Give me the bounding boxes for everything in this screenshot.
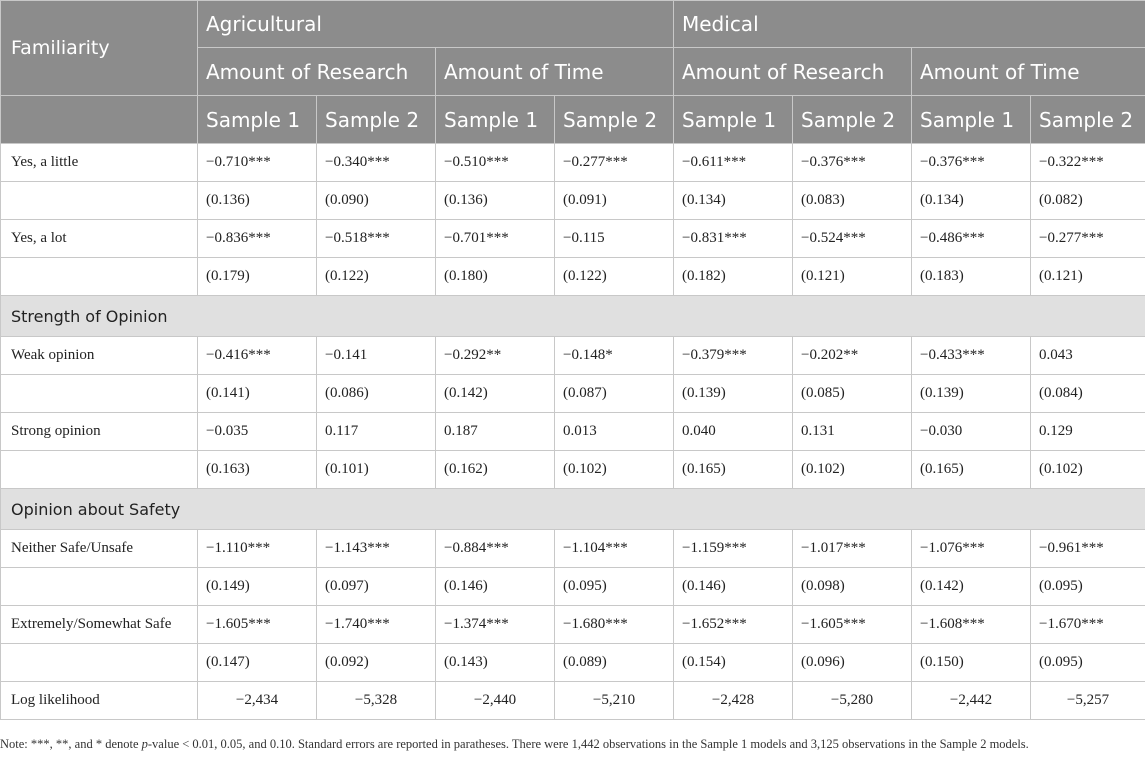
loglik-cell: −2,434 (198, 682, 317, 720)
table-row-se (1, 451, 1145, 489)
loglik-cell: −5,328 (317, 682, 436, 720)
estimate-cell: −1.076*** (912, 530, 1031, 568)
estimate-cell: −0.115 (555, 220, 674, 258)
header-sample: Sample 2 (317, 96, 436, 144)
estimate-cell: −0.831*** (674, 220, 793, 258)
estimate-cell: −0.884*** (436, 530, 555, 568)
estimate-cell: −1.605*** (198, 606, 317, 644)
row-label: Weak opinion (1, 337, 198, 375)
loglik-cell: −2,428 (674, 682, 793, 720)
note-suffix: -value < 0.01, 0.05, and 0.10. Standard errors are reported in paratheses. There were 1,442 observations in the Sample 1 models and 3,125 observations in the Sample 2 models. (147, 737, 1029, 751)
row-label: Neither Safe/Unsafe (1, 530, 198, 568)
estimate-cell: −0.376*** (912, 144, 1031, 182)
se-cell: (0.082) (1031, 182, 1145, 220)
estimate-cell: −0.035 (198, 413, 317, 451)
estimate-cell: −0.510*** (436, 144, 555, 182)
estimate-cell: −0.340*** (317, 144, 436, 182)
table-note (0, 736, 1135, 752)
estimate-cell: −1.104*** (555, 530, 674, 568)
table-row-se (1, 182, 1145, 220)
se-cell: (0.165) (912, 451, 1031, 489)
estimate-cell: −0.277*** (1031, 220, 1145, 258)
estimate-cell: 0.043 (1031, 337, 1145, 375)
se-cell: (0.141) (198, 375, 317, 413)
note-prefix: Note: ***, **, and * denote (0, 737, 142, 751)
estimate-cell: −0.611*** (674, 144, 793, 182)
estimate-cell: −1.670*** (1031, 606, 1145, 644)
loglik-cell: −2,440 (436, 682, 555, 720)
se-cell: (0.122) (317, 258, 436, 296)
se-cell: (0.122) (555, 258, 674, 296)
header-familiarity: Familiarity (1, 1, 198, 96)
se-cell: (0.084) (1031, 375, 1145, 413)
row-label: Yes, a little (1, 144, 198, 182)
estimate-cell: −0.701*** (436, 220, 555, 258)
se-cell: (0.183) (912, 258, 1031, 296)
section-row-strength (1, 296, 1145, 337)
table-row-estimate (1, 530, 1145, 568)
estimate-cell: −0.486*** (912, 220, 1031, 258)
se-cell: (0.143) (436, 644, 555, 682)
table-row-estimate (1, 337, 1145, 375)
se-cell: (0.098) (793, 568, 912, 606)
note-p-italic: p (141, 737, 148, 751)
se-cell: (0.121) (1031, 258, 1145, 296)
estimate-cell: −0.379*** (674, 337, 793, 375)
estimate-cell: −1.652*** (674, 606, 793, 644)
se-cell: (0.142) (436, 375, 555, 413)
estimate-cell: −0.292** (436, 337, 555, 375)
se-cell: (0.121) (793, 258, 912, 296)
estimate-cell: 0.117 (317, 413, 436, 451)
row-label-empty (1, 644, 198, 682)
estimate-cell: −1.374*** (436, 606, 555, 644)
estimate-cell: −0.376*** (793, 144, 912, 182)
estimate-cell: 0.040 (674, 413, 793, 451)
estimate-cell: −0.416*** (198, 337, 317, 375)
estimate-cell: 0.131 (793, 413, 912, 451)
se-cell: (0.089) (555, 644, 674, 682)
row-label: Strong opinion (1, 413, 198, 451)
header-ag-time: Amount of Time (436, 48, 674, 96)
estimate-cell: −0.322*** (1031, 144, 1145, 182)
se-cell: (0.154) (674, 644, 793, 682)
se-cell: (0.162) (436, 451, 555, 489)
se-cell: (0.102) (793, 451, 912, 489)
se-cell: (0.102) (555, 451, 674, 489)
section-row-safety (1, 489, 1145, 530)
header-sample: Sample 1 (436, 96, 555, 144)
header-sample: Sample 2 (793, 96, 912, 144)
se-cell: (0.136) (198, 182, 317, 220)
se-cell: (0.101) (317, 451, 436, 489)
loglik-cell: −5,210 (555, 682, 674, 720)
se-cell: (0.087) (555, 375, 674, 413)
se-cell: (0.095) (1031, 644, 1145, 682)
table-row-estimate (1, 220, 1145, 258)
estimate-cell: −1.608*** (912, 606, 1031, 644)
se-cell: (0.163) (198, 451, 317, 489)
header-sample: Sample 1 (912, 96, 1031, 144)
estimate-cell: −0.961*** (1031, 530, 1145, 568)
row-label: Yes, a lot (1, 220, 198, 258)
estimate-cell: −0.030 (912, 413, 1031, 451)
header-blank (1, 96, 198, 144)
estimate-cell: −0.524*** (793, 220, 912, 258)
estimate-cell: −0.710*** (198, 144, 317, 182)
table-row-estimate (1, 144, 1145, 182)
header-sample: Sample 2 (1031, 96, 1145, 144)
table-row-se (1, 644, 1145, 682)
header-sample: Sample 1 (674, 96, 793, 144)
header-med-time: Amount of Time (912, 48, 1145, 96)
loglik-cell: −5,280 (793, 682, 912, 720)
estimate-cell: −0.518*** (317, 220, 436, 258)
estimate-cell: −1.159*** (674, 530, 793, 568)
estimate-cell: −1.740*** (317, 606, 436, 644)
header-agricultural: Agricultural (198, 1, 674, 48)
estimate-cell: −0.836*** (198, 220, 317, 258)
se-cell: (0.090) (317, 182, 436, 220)
se-cell: (0.092) (317, 644, 436, 682)
estimate-cell: −0.277*** (555, 144, 674, 182)
loglik-cell: −2,442 (912, 682, 1031, 720)
estimate-cell: −0.148* (555, 337, 674, 375)
loglik-cell: −5,257 (1031, 682, 1145, 720)
row-label-empty (1, 375, 198, 413)
estimate-cell: −0.141 (317, 337, 436, 375)
se-cell: (0.136) (436, 182, 555, 220)
table-row-se (1, 258, 1145, 296)
se-cell: (0.091) (555, 182, 674, 220)
table-row-estimate (1, 413, 1145, 451)
se-cell: (0.180) (436, 258, 555, 296)
se-cell: (0.146) (674, 568, 793, 606)
se-cell: (0.139) (674, 375, 793, 413)
row-label-empty (1, 258, 198, 296)
estimate-cell: −1.605*** (793, 606, 912, 644)
se-cell: (0.086) (317, 375, 436, 413)
se-cell: (0.139) (912, 375, 1031, 413)
se-cell: (0.147) (198, 644, 317, 682)
se-cell: (0.085) (793, 375, 912, 413)
header-medical: Medical (674, 1, 1145, 48)
se-cell: (0.150) (912, 644, 1031, 682)
table-row-se (1, 375, 1145, 413)
table-row-se (1, 568, 1145, 606)
se-cell: (0.095) (555, 568, 674, 606)
se-cell: (0.149) (198, 568, 317, 606)
se-cell: (0.102) (1031, 451, 1145, 489)
header-sample: Sample 1 (198, 96, 317, 144)
row-label-empty (1, 568, 198, 606)
estimate-cell: −1.110*** (198, 530, 317, 568)
section-title: Strength of Opinion (1, 296, 1145, 337)
se-cell: (0.097) (317, 568, 436, 606)
estimate-cell: −1.017*** (793, 530, 912, 568)
row-label-empty (1, 451, 198, 489)
estimate-cell: 0.013 (555, 413, 674, 451)
se-cell: (0.146) (436, 568, 555, 606)
estimate-cell: −0.202** (793, 337, 912, 375)
se-cell: (0.096) (793, 644, 912, 682)
se-cell: (0.095) (1031, 568, 1145, 606)
section-title: Opinion about Safety (1, 489, 1145, 530)
estimate-cell: −0.433*** (912, 337, 1031, 375)
header-med-research: Amount of Research (674, 48, 912, 96)
table-row-loglik (1, 682, 1145, 720)
row-label: Log likelihood (1, 682, 198, 720)
se-cell: (0.134) (674, 182, 793, 220)
estimate-cell: −1.143*** (317, 530, 436, 568)
estimate-cell: 0.187 (436, 413, 555, 451)
header-ag-research: Amount of Research (198, 48, 436, 96)
table-row-estimate (1, 606, 1145, 644)
row-label-empty (1, 182, 198, 220)
estimate-cell: −1.680*** (555, 606, 674, 644)
se-cell: (0.182) (674, 258, 793, 296)
estimate-cell: 0.129 (1031, 413, 1145, 451)
row-label: Extremely/Somewhat Safe (1, 606, 198, 644)
header-sample: Sample 2 (555, 96, 674, 144)
se-cell: (0.134) (912, 182, 1031, 220)
se-cell: (0.179) (198, 258, 317, 296)
se-cell: (0.142) (912, 568, 1031, 606)
se-cell: (0.165) (674, 451, 793, 489)
se-cell: (0.083) (793, 182, 912, 220)
